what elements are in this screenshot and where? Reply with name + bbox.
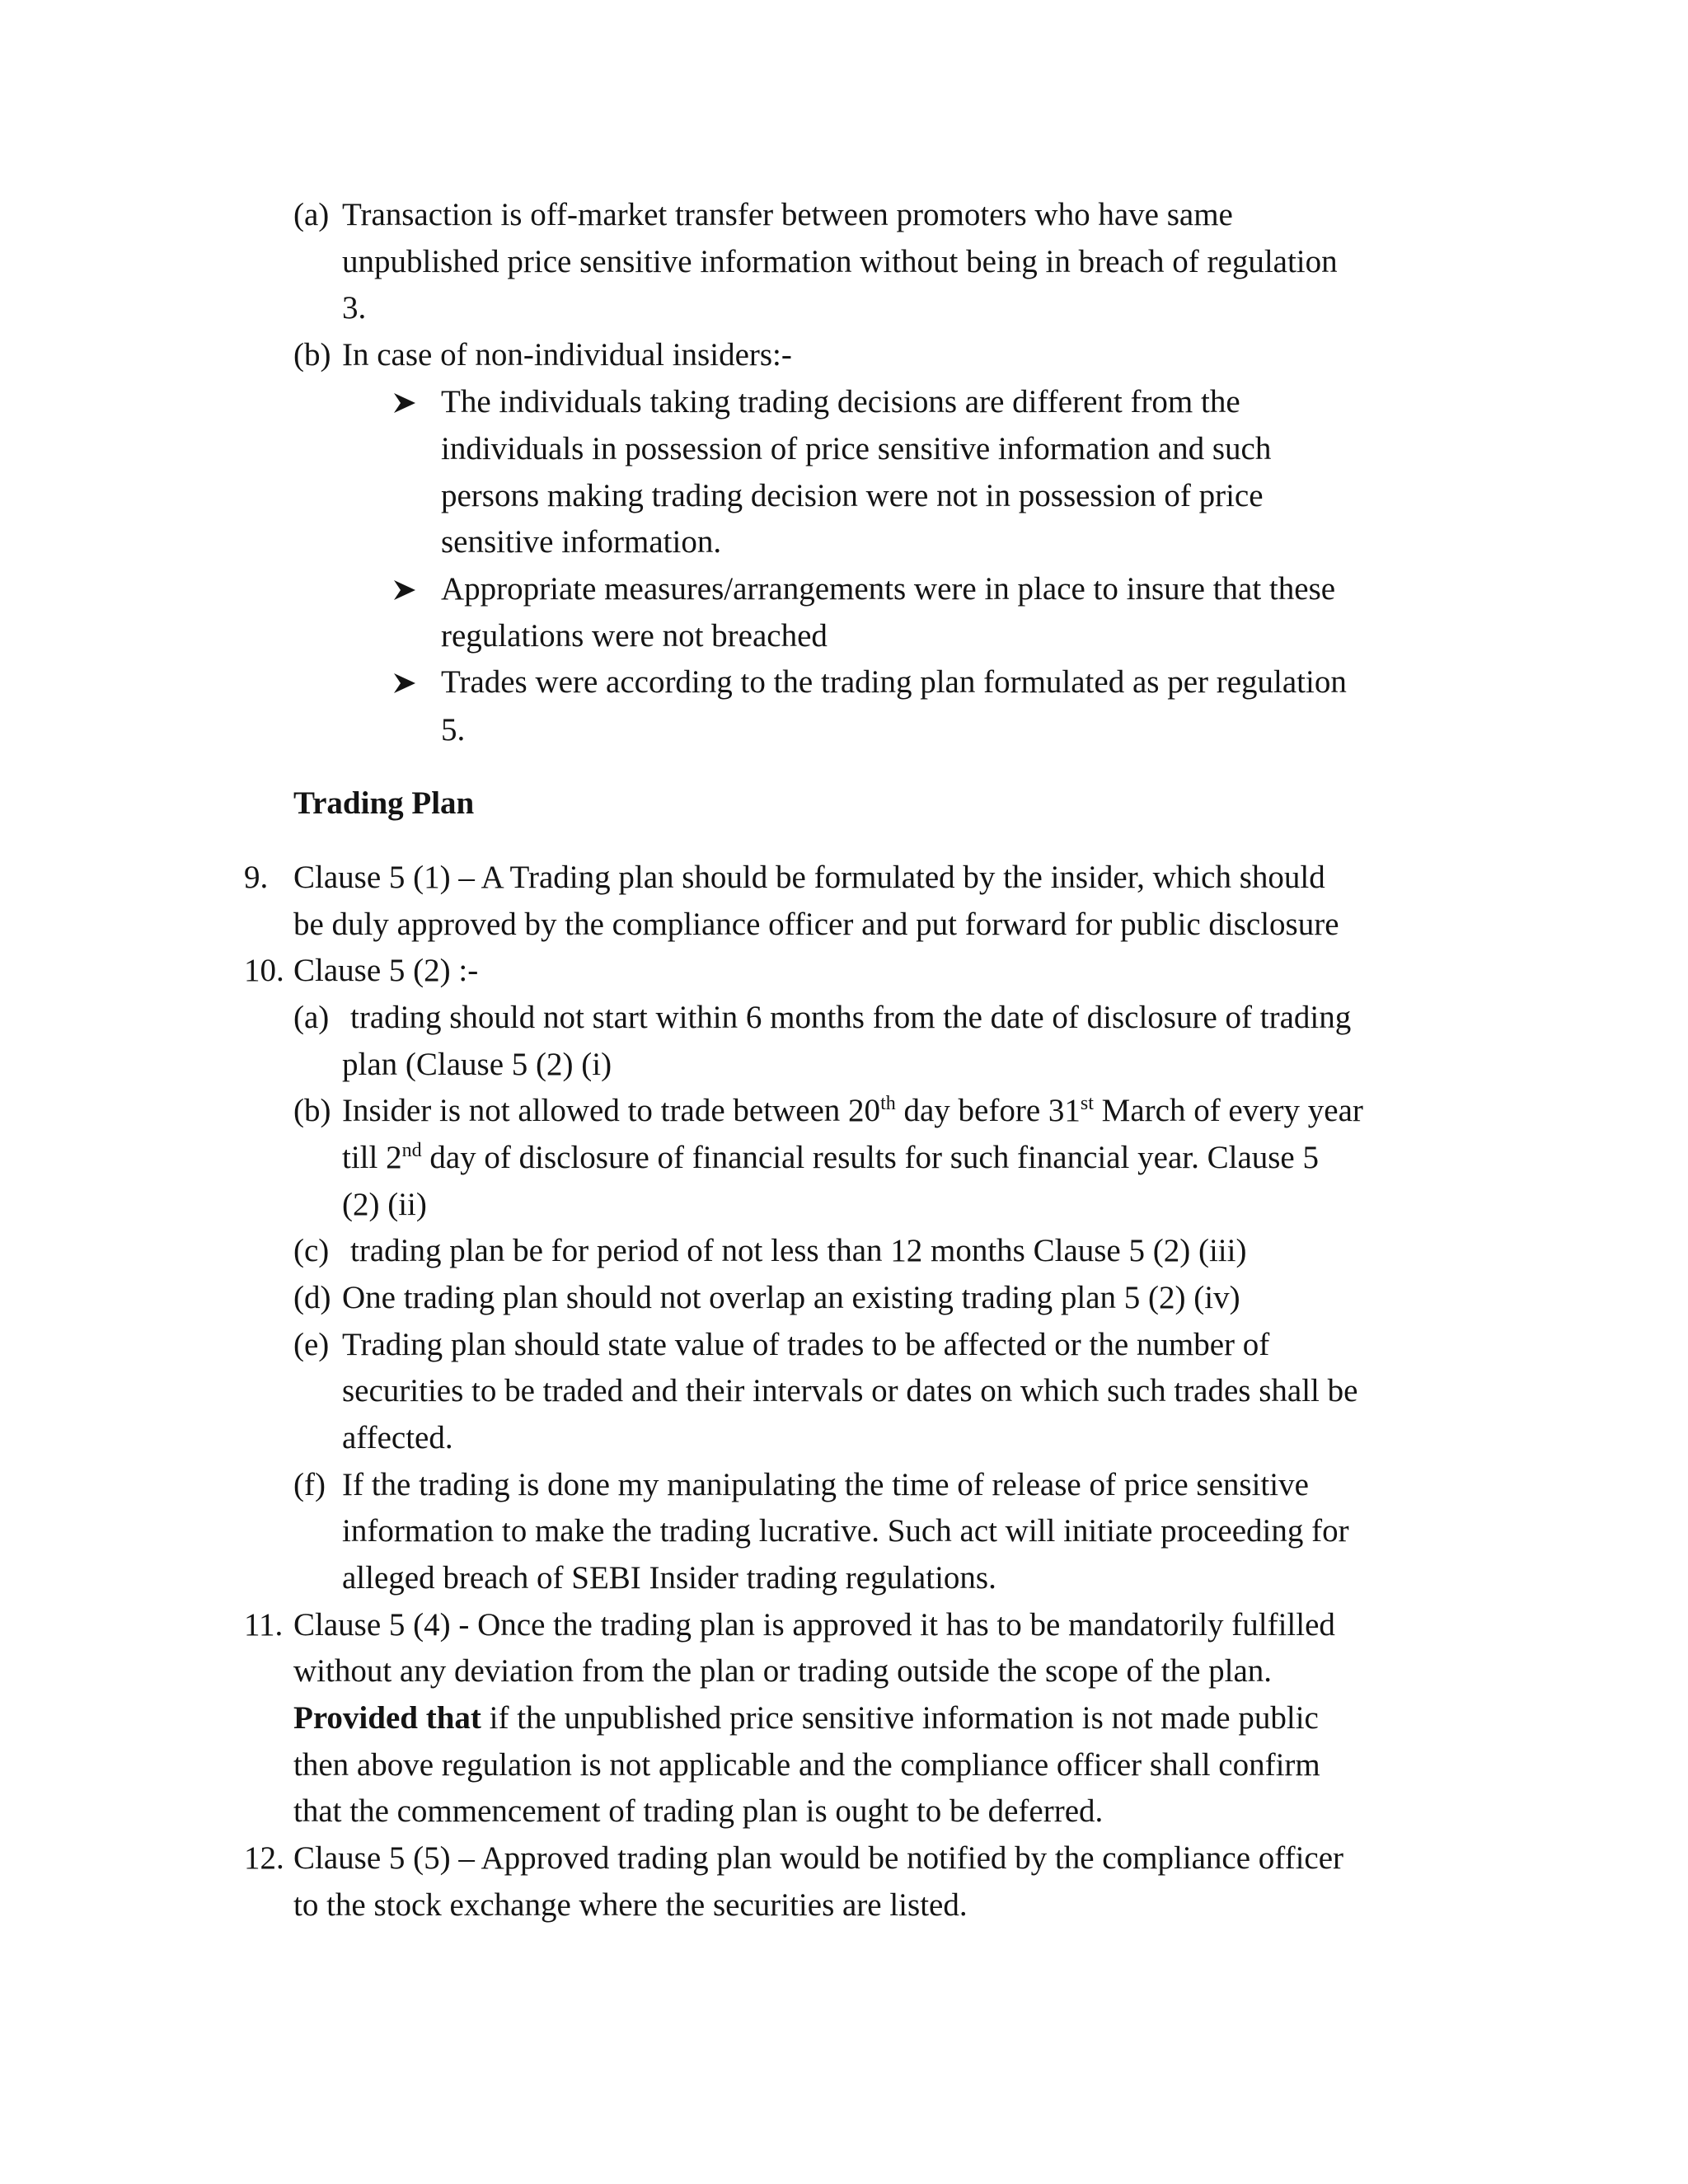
bullet-3-line-1: Trades were according to the trading plan formulated as per regulation [441, 664, 1347, 700]
bullet-2-line-1: Appropriate measures/arrangements were in place to insure that these [441, 571, 1336, 607]
item-a-line-2: unpublished price sensitive information without being in breach of regulation [342, 244, 1338, 279]
clause-10-b-line-2 [342, 1135, 1319, 1181]
superscript: nd [401, 1140, 422, 1161]
clause-10-f-line-1: If the trading is done my manipulating the time of release of price sensitive [342, 1467, 1309, 1502]
clause-9-line-2: be duly approved by the compliance officer and put forward for public disclosure [293, 907, 1339, 942]
clause-11-line-1: Clause 5 (4) - Once the trading plan is approved it has to be mandatorily fulfilled [293, 1607, 1335, 1643]
text-fragment: till 2 [342, 1140, 402, 1175]
clause-12-line-2: to the stock exchange where the securities are listed. [293, 1887, 968, 1923]
arrow-bullet-icon [392, 659, 420, 705]
clause-10-b-marker: (b) [293, 1093, 331, 1128]
clause-10-a-line-2: plan (Clause 5 (2) (i) [342, 1047, 612, 1082]
clause-9-number: 9. [244, 860, 269, 895]
item-a-line-3: 3. [342, 290, 367, 326]
clause-10-e-marker: (e) [293, 1327, 330, 1362]
section-heading: Trading Plan [293, 785, 475, 821]
bullet-1-line-3: persons making trading decision were not in possession of price [441, 478, 1264, 513]
bullet-1-line-1: The individuals taking trading decisions are different from the [441, 384, 1240, 419]
clause-10-c-marker: (c) [293, 1233, 330, 1268]
clause-12-number: 12. [244, 1840, 284, 1876]
item-b-marker: (b) [293, 337, 331, 373]
clause-10-e-line-3: affected. [342, 1420, 453, 1455]
text-fragment: March of every year [1093, 1093, 1363, 1128]
text-fragment: day before 31 [895, 1093, 1081, 1128]
clause-11-line-2: without any deviation from the plan or trading outside the scope of the plan. [293, 1653, 1273, 1689]
clause-10-b-line-1 [342, 1088, 1363, 1134]
arrow-bullet-icon [392, 379, 420, 425]
proviso-label: Provided that [293, 1700, 481, 1736]
bullet-3-line-2: 5. [441, 712, 466, 748]
clause-10-e-line-1: Trading plan should state value of trades to be affected or the number of [342, 1327, 1270, 1362]
clause-11-proviso-line [293, 1695, 1319, 1741]
clause-10-d-line-1: One trading plan should not overlap an existing trading plan 5 (2) (iv) [342, 1280, 1240, 1315]
text-fragment: day of disclosure of financial results for such financial year. Clause 5 [421, 1140, 1319, 1175]
clause-10-e-line-2: securities to be traded and their intervals or dates on which such trades shall be [342, 1373, 1358, 1408]
clause-10-c-line-1: trading plan be for period of not less than 12 months Clause 5 (2) (iii) [350, 1233, 1247, 1268]
clause-10-f-line-3: alleged breach of SEBI Insider trading regulations. [342, 1560, 996, 1596]
clause-10-f-marker: (f) [293, 1467, 326, 1502]
clause-10-number: 10. [244, 953, 284, 988]
clause-11-line-5: that the commencement of trading plan is ought to be deferred. [293, 1793, 1104, 1829]
clause-10-text: Clause 5 (2) :- [293, 953, 479, 988]
item-b-text: In case of non-individual insiders:- [342, 337, 792, 373]
item-a-line-1: Transaction is off-market transfer between promoters who have same [342, 197, 1233, 232]
text-fragment: Insider is not allowed to trade between 20 [342, 1093, 881, 1128]
superscript: th [880, 1093, 896, 1114]
clause-10-f-line-2: information to make the trading lucrative. Such act will initiate proceeding for [342, 1513, 1349, 1549]
text-fragment: if the unpublished price sensitive information is not made public [481, 1700, 1319, 1736]
clause-11-number: 11. [244, 1607, 284, 1643]
bullet-2-line-2: regulations were not breached [441, 618, 828, 654]
clause-10-b-line-3: (2) (ii) [342, 1187, 427, 1222]
clause-10-a-marker: (a) [293, 1000, 330, 1035]
arrow-bullet-icon [392, 566, 420, 612]
clause-10-a-line-1: trading should not start within 6 months from the date of disclosure of trading [350, 1000, 1352, 1035]
clause-12-line-1: Clause 5 (5) – Approved trading plan would be notified by the compliance officer [293, 1840, 1344, 1876]
superscript: st [1080, 1093, 1094, 1114]
bullet-1-line-4: sensitive information. [441, 524, 722, 560]
clause-10-d-marker: (d) [293, 1280, 331, 1315]
bullet-1-line-2: individuals in possession of price sensitive information and such [441, 431, 1272, 466]
item-a-marker: (a) [293, 197, 330, 232]
clause-11-line-4: then above regulation is not applicable and the compliance officer shall confirm [293, 1747, 1320, 1783]
clause-9-line-1: Clause 5 (1) – A Trading plan should be formulated by the insider, which should [293, 860, 1325, 895]
